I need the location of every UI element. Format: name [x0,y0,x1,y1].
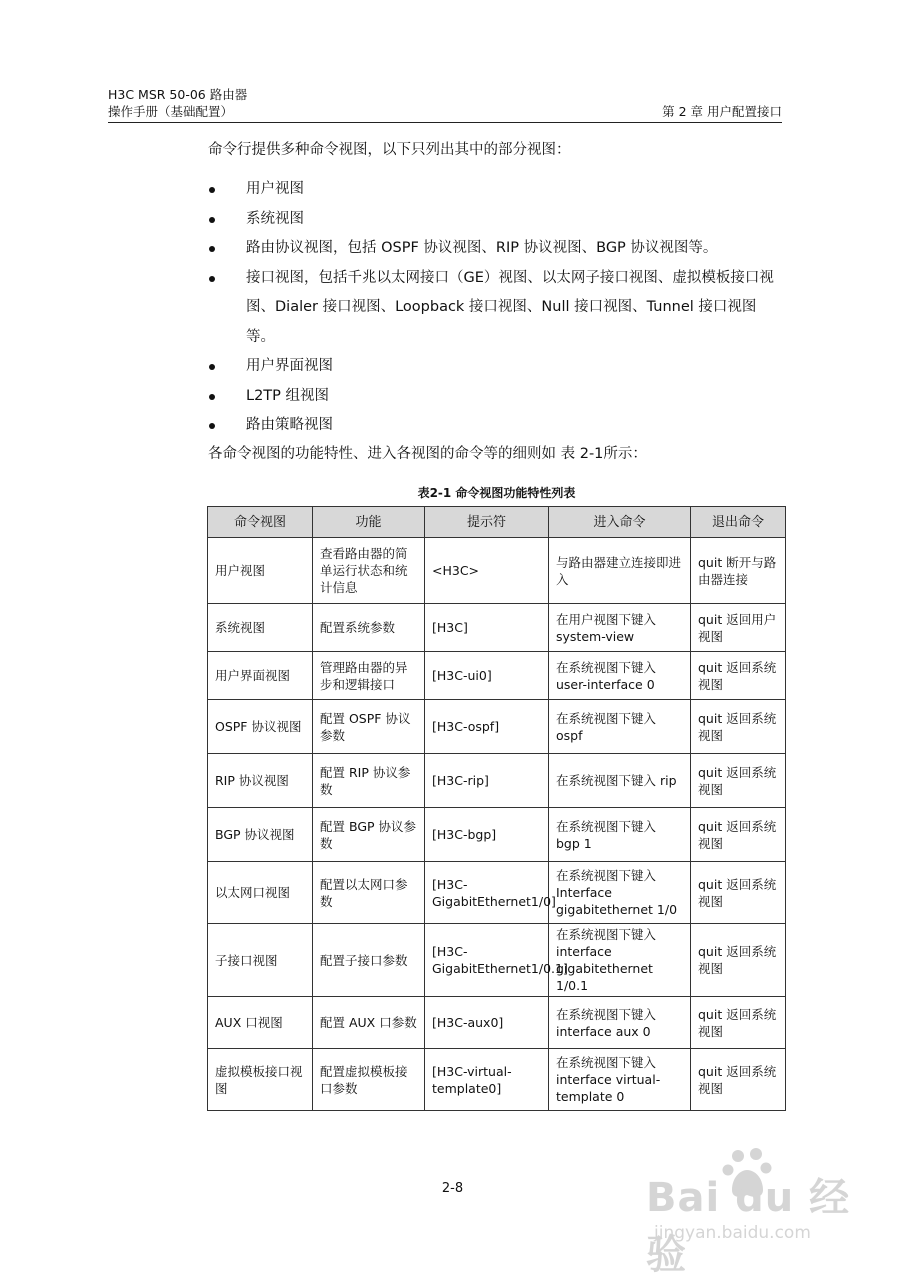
table-cell: 配置虚拟模板接口参数 [313,1049,425,1111]
table-cell: 用户视图 [208,538,313,604]
table-cell: 管理路由器的异步和逻辑接口 [313,652,425,700]
table-cell: quit 返回系统视图 [691,652,786,700]
watermark-brand: Bai du 经验 [646,1175,851,1278]
header-chapter: 第 2 章 用户配置接口 [662,104,782,119]
header-divider [108,122,782,123]
detail-paragraph: 各命令视图的功能特性、进入各视图的命令等的细则如 表 2-1所示： [208,446,647,462]
table-cell: [H3C] [425,604,549,652]
header-manual: 操作手册（基础配置） [108,104,234,119]
column-header: 退出命令 [691,507,786,538]
column-header: 提示符 [425,507,549,538]
table-cell: [H3C-aux0] [425,997,549,1049]
table-cell: 在用户视图下键入 system-view [549,604,691,652]
table-cell: 虚拟模板接口视图 [208,1049,313,1111]
table-cell: 在系统视图下键入 rip [549,754,691,808]
list-item: 路由协议视图，包括 OSPF 协议视图、RIP 协议视图、BGP 协议视图等。 [208,234,785,264]
table-row [208,862,786,924]
command-view-table [207,506,786,1111]
column-header: 进入命令 [549,507,691,538]
header-product: H3C MSR 50-06 路由器 [108,87,248,102]
table-cell: OSPF 协议视图 [208,700,313,754]
list-item: 接口视图，包括千兆以太网接口（GE）视图、以太网子接口视图、虚拟模板接口视图、Dialer 接口视图、Loopback 接口视图、Null 接口视图、Tunnel 接口视图等。 [208,264,785,353]
bullet-icon [209,394,215,400]
bullet-icon [209,246,215,252]
column-header: 命令视图 [208,507,313,538]
table-cell: 配置以太网口参数 [313,862,425,924]
table-cell: [H3C-virtual-template0] [425,1049,549,1111]
bullet-icon [209,187,215,193]
list-item: 系统视图 [208,205,785,235]
table-cell: quit 断开与路由器连接 [691,538,786,604]
table-header-row [208,507,786,538]
table-cell: quit 返回系统视图 [691,862,786,924]
list-item: 路由策略视图 [208,411,785,441]
table-cell: 配置 RIP 协议参数 [313,754,425,808]
bullet-icon [209,217,215,223]
list-item: 用户界面视图 [208,352,785,382]
table-cell: 配置系统参数 [313,604,425,652]
list-item: L2TP 组视图 [208,382,785,412]
table-cell: 查看路由器的简单运行状态和统计信息 [313,538,425,604]
table-cell: 在系统视图下键入 Interface gigabitethernet 1/0 [549,862,691,924]
table-row [208,700,786,754]
table-cell: [H3C-bgp] [425,808,549,862]
bullet-icon [209,423,215,429]
table-cell: RIP 协议视图 [208,754,313,808]
table-cell: 系统视图 [208,604,313,652]
column-header: 功能 [313,507,425,538]
watermark-url: jingyan.baidu.com [654,1223,811,1243]
table-cell: <H3C> [425,538,549,604]
table-cell: quit 返回系统视图 [691,754,786,808]
intro-paragraph: 命令行提供多种命令视图，以下只列出其中的部分视图： [208,142,571,158]
table-cell: 子接口视图 [208,924,313,997]
table-cell: 配置 BGP 协议参数 [313,808,425,862]
page-number: 2-8 [441,1181,464,1196]
table-cell: 配置 OSPF 协议参数 [313,700,425,754]
list-item: 用户视图 [208,175,785,205]
table-cell: quit 返回系统视图 [691,924,786,997]
bullet-icon [209,364,215,370]
table-cell: quit 返回系统视图 [691,1049,786,1111]
table-cell: [H3C-GigabitEthernet1/0.1] [425,924,549,997]
page-header [108,86,782,120]
table-cell: 在系统视图下键入 interface virtual-template 0 [549,1049,691,1111]
table-cell: 在系统视图下键入 bgp 1 [549,808,691,862]
table-cell: 配置子接口参数 [313,924,425,997]
table-row [208,604,786,652]
table-row [208,538,786,604]
table-row [208,1049,786,1111]
table-cell: 以太网口视图 [208,862,313,924]
table-row [208,808,786,862]
table-cell: [H3C-GigabitEthernet1/0] [425,862,549,924]
table-cell: 在系统视图下键入 interface gigabitethernet 1/0.1 [549,924,691,997]
table-row [208,997,786,1049]
watermark [640,1140,890,1280]
view-list [208,175,785,441]
table-cell: quit 返回系统视图 [691,997,786,1049]
table-cell: quit 返回系统视图 [691,700,786,754]
table-cell: [H3C-ui0] [425,652,549,700]
table-row [208,754,786,808]
table-cell: AUX 口视图 [208,997,313,1049]
table-cell: 用户界面视图 [208,652,313,700]
table-cell: BGP 协议视图 [208,808,313,862]
table-caption: 表2-1 命令视图功能特性列表 [417,486,576,500]
table-cell: [H3C-rip] [425,754,549,808]
table-cell: quit 返回系统视图 [691,808,786,862]
table-row [208,924,786,997]
table-cell: [H3C-ospf] [425,700,549,754]
table-cell: quit 返回用户视图 [691,604,786,652]
table-cell: 在系统视图下键入 interface aux 0 [549,997,691,1049]
bullet-icon [209,276,215,282]
table-row [208,652,786,700]
table-cell: 在系统视图下键入 ospf [549,700,691,754]
table-cell: 在系统视图下键入 user-interface 0 [549,652,691,700]
table-cell: 与路由器建立连接即进入 [549,538,691,604]
table-cell: 配置 AUX 口参数 [313,997,425,1049]
